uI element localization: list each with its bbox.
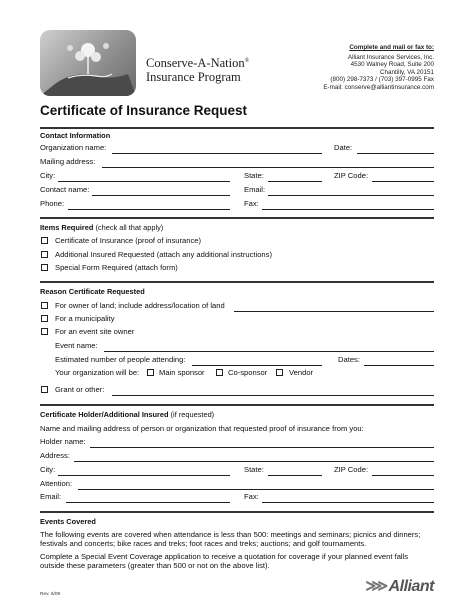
checkbox-grant[interactable]: [41, 386, 48, 393]
dates-field[interactable]: [364, 365, 434, 366]
page-title: Certificate of Insurance Request: [40, 103, 248, 118]
land-location-field[interactable]: [234, 311, 434, 312]
logo-image: [40, 30, 136, 96]
holder-state-label: State:: [244, 465, 264, 474]
holder-zip-label: ZIP Code:: [334, 465, 369, 474]
section-divider: [40, 281, 434, 283]
date-label: Date:: [334, 143, 353, 152]
holder-fax-field[interactable]: [262, 502, 434, 503]
alliant-mark-icon: ⋙: [365, 578, 388, 595]
holder-description: Name and mailing address of person or organization that requested proof of insurance from you:: [40, 424, 364, 433]
section-divider: [40, 217, 434, 219]
role-option-label: Main sponsor: [159, 368, 205, 377]
grant-field[interactable]: [112, 395, 434, 396]
holder-fax-label: Fax:: [244, 492, 259, 501]
events-heading: Events Covered: [40, 517, 96, 526]
mailing-line: Alliant Insurance Services, Inc.: [347, 53, 434, 61]
brand-name: Conserve-A-Nation® Insurance Program: [146, 56, 250, 85]
org-name-field[interactable]: [112, 153, 322, 154]
checkbox-municipality[interactable]: [41, 315, 48, 322]
holder-state-field[interactable]: [268, 475, 322, 476]
org-name-label: Organization name:: [40, 143, 107, 152]
holder-address-field[interactable]: [74, 461, 434, 462]
holder-city-label: City:: [40, 465, 56, 474]
date-field[interactable]: [357, 153, 434, 154]
contact-name-field[interactable]: [92, 195, 230, 196]
city-field[interactable]: [58, 181, 230, 182]
events-paragraph: Complete a Special Event Coverage application to receive a quotation for coverage if your planned event falls outside these parameters (greater than 500 or not on the above list).: [40, 552, 409, 571]
fax-field[interactable]: [262, 209, 434, 210]
email-label: Email:: [244, 185, 266, 194]
attention-label: Attention:: [40, 479, 73, 488]
role-option-label: Co-sponsor: [228, 368, 268, 377]
mailing-address-field[interactable]: [102, 167, 434, 168]
attending-label: Estimated number of people attending:: [55, 355, 186, 364]
section-divider: [40, 404, 434, 406]
mailing-header: Complete and mail or fax to:: [349, 44, 434, 51]
reason-heading: Reason Certificate Requested: [40, 287, 145, 296]
holder-email-label: Email:: [40, 492, 62, 501]
mailing-info: [323, 44, 434, 92]
checkbox-vendor[interactable]: [276, 369, 283, 376]
zip-field[interactable]: [372, 181, 434, 182]
holder-zip-field[interactable]: [372, 475, 434, 476]
owner-land-label: For owner of land; include address/location of land: [55, 301, 225, 310]
event-owner-label: For an event site owner: [55, 327, 135, 336]
section-divider: [40, 127, 434, 129]
state-field[interactable]: [268, 181, 322, 182]
phone-field[interactable]: [68, 209, 230, 210]
phone-label: Phone:: [40, 199, 65, 208]
role-label: Your organization will be:: [55, 368, 140, 377]
items-heading: Items Required (check all that apply): [40, 223, 164, 232]
section-divider: [40, 511, 434, 513]
holder-email-field[interactable]: [66, 502, 230, 503]
attention-field[interactable]: [78, 489, 434, 490]
dates-label: Dates:: [338, 355, 360, 364]
holder-city-field[interactable]: [58, 475, 230, 476]
holder-name-label: Holder name:: [40, 437, 86, 446]
checkbox-special-form[interactable]: [41, 264, 48, 271]
contact-name-label: Contact name:: [40, 185, 90, 194]
option-label: Certificate of Insurance (proof of insurance): [55, 236, 202, 245]
fax-label: Fax:: [244, 199, 259, 208]
mailing-line: E-mail: conserve@alliantinsurance.com: [323, 83, 434, 91]
state-label: State:: [244, 171, 264, 180]
checkbox-additional-insured[interactable]: [41, 251, 48, 258]
revision-label: Rev. 6/09: [40, 592, 61, 597]
event-name-field[interactable]: [104, 351, 434, 352]
option-label: Special Form Required (attach form): [55, 263, 178, 272]
holder-name-field[interactable]: [90, 447, 434, 448]
mailing-line: 4530 Walney Road, Suite 200: [350, 61, 434, 69]
checkbox-main-sponsor[interactable]: [147, 369, 154, 376]
checkbox-co-sponsor[interactable]: [216, 369, 223, 376]
mailing-line: (800) 298-7373 / (703) 397-0995 Fax: [330, 76, 434, 84]
events-paragraph: The following events are covered when attendance is less than 500: meetings and seminars; picnics and dinners; festivals and concerts; bike races and treks; foot races and treks; auctions; and golf tournaments.: [40, 530, 421, 549]
alliant-logo: ⋙Alliant: [365, 578, 434, 595]
holder-heading: Certificate Holder/Additional Insured (if requested): [40, 410, 215, 419]
mailing-line: Chantilly, VA 20151: [379, 68, 434, 76]
grant-label: Grant or other:: [55, 385, 105, 394]
checkbox-owner-land[interactable]: [41, 302, 48, 309]
zip-label: ZIP Code:: [334, 171, 369, 180]
attending-field[interactable]: [192, 365, 322, 366]
event-name-label: Event name:: [55, 341, 98, 350]
mailing-address-label: Mailing address:: [40, 157, 96, 166]
option-label: Additional Insured Requested (attach any additional instructions): [55, 250, 272, 259]
role-option-label: Vendor: [289, 368, 314, 377]
municipality-label: For a municipality: [55, 314, 115, 323]
checkbox-certificate[interactable]: [41, 237, 48, 244]
email-field[interactable]: [268, 195, 434, 196]
checkbox-event-owner[interactable]: [41, 328, 48, 335]
city-label: City:: [40, 171, 56, 180]
holder-address-label: Address:: [40, 451, 70, 460]
contact-heading: Contact Information: [40, 131, 111, 140]
